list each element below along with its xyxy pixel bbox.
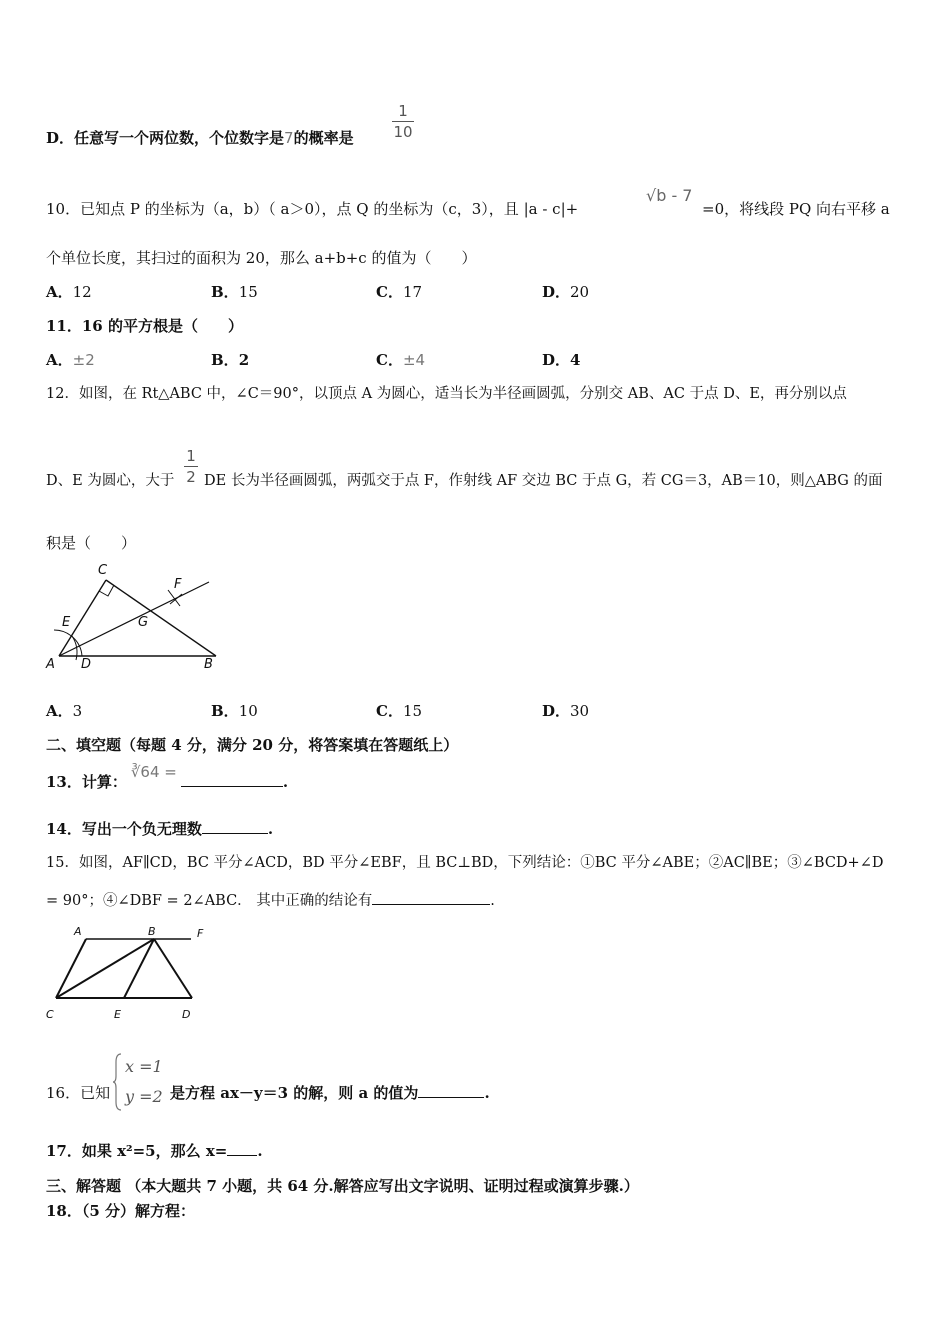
- q17: 17．如果 x²=5，那么 x= .: [46, 1142, 263, 1160]
- fig12-label-b: B: [204, 657, 213, 672]
- q15-line1: 15．如图，AF∥CD，BC 平分∠ACD，BD 平分∠EBF，且 BC⊥BD，下列结论：①BC 平分∠ABE；②AC∥BE；③∠BCD+∠D: [46, 855, 884, 871]
- q18: 18．（5 分）解方程：: [46, 1202, 196, 1220]
- q12-line1: 12．如图，在 Rt△ABC 中，∠C＝90°，以顶点 A 为圆心，适当长为半径画圆弧，分别交 AB、AC 于点 D、E，再分别以点: [46, 386, 847, 402]
- q16-brace: [113, 1052, 121, 1110]
- q12-option-b: B．10: [211, 702, 258, 720]
- section3-heading: 三、解答题 （本大题共 7 小题，共 64 分.解答应写出文字说明、证明过程或演算步骤.）: [46, 1177, 639, 1195]
- fig12-label-c: C: [98, 563, 108, 578]
- q12-option-a: A．3: [46, 702, 83, 720]
- q9d-frac-num: 1: [398, 102, 408, 120]
- fig15-label-a: A: [74, 925, 82, 938]
- q9d-tail: 的概率是: [293, 129, 354, 147]
- q14-answer-blank[interactable]: [202, 819, 268, 834]
- q16-text: 是方程 ax－y＝3 的解，则 a 的值为 .: [170, 1084, 490, 1102]
- q12-figure: [44, 560, 224, 679]
- q15-line2: = 90°；④∠DBF = 2∠ABC． 其中正确的结论有 .: [46, 890, 495, 911]
- q14-text: 14．写出一个负无理数: [46, 820, 202, 838]
- fig12-label-e: E: [62, 615, 71, 630]
- q9d-fraction: [392, 101, 414, 142]
- q9d-digit: 7: [284, 129, 294, 147]
- q15-figure: [44, 922, 214, 1028]
- q13-label: 13．计算：: [46, 773, 127, 791]
- q13-answer-blank[interactable]: [181, 772, 283, 787]
- q12-fraction: [184, 446, 198, 487]
- q10-option-d: D．20: [542, 283, 590, 301]
- fig15-label-f: F: [197, 927, 204, 940]
- q10-option-c: C．17: [376, 283, 423, 301]
- fig12-label-a: A: [46, 657, 55, 672]
- q9-option-d: [46, 128, 354, 148]
- fig15-label-d: D: [182, 1008, 191, 1021]
- q9d-label: D．任意写一个两位数，个位数字是: [46, 129, 285, 147]
- q10-sqrt: √b - 7: [646, 186, 693, 205]
- q13-expr: ∛64 =: [130, 763, 177, 781]
- q12-option-c: C．15: [376, 702, 423, 720]
- section2-heading: 二、填空题（每题 4 分，满分 20 分，将答案填在答题纸上）: [46, 736, 459, 754]
- q16-eq1: x =1: [125, 1057, 163, 1076]
- fig15-label-c: C: [46, 1008, 54, 1021]
- q12-line3: 积是（ ）: [46, 534, 137, 552]
- q9d-frac-den: 10: [393, 123, 413, 141]
- q13: 13．计算：∛64 =.: [46, 763, 289, 791]
- fig12-label-g: G: [138, 615, 149, 630]
- q10-line1b: =0，将线段 PQ 向右平移 a: [702, 200, 890, 218]
- q16-eq2: y =2: [125, 1087, 163, 1106]
- q10-option-a: A．12: [46, 283, 92, 301]
- q12-line2a: D、E 为圆心，大于: [46, 473, 175, 489]
- fig12-label-f: F: [174, 577, 182, 592]
- q12-line2b: DE 长为半径画圆弧，两弧交于点 F，作射线 AF 交边 BC 于点 G，若 CG＝3，AB＝10，则△ABG 的面: [204, 473, 883, 489]
- q10-line2: 个单位长度，其扫过的面积为 20，那么 a+b+c 的值为（ ）: [46, 249, 477, 267]
- q16-pre: 16．已知: [46, 1084, 111, 1102]
- q11-option-d: D．4: [542, 351, 581, 369]
- fig15-label-b: B: [148, 925, 156, 938]
- q10-line1: [46, 199, 578, 219]
- q10-line1a: 10．已知点 P 的坐标为（a，b）（ a＞0），点 Q 的坐标为（c，3），且 |a - c|+: [46, 200, 579, 218]
- q16-system: [125, 1056, 163, 1108]
- q12-frac-den: 2: [184, 466, 198, 487]
- q15-answer-blank[interactable]: [372, 890, 490, 905]
- q12-option-d: D．30: [542, 702, 590, 720]
- q12-frac-num: 1: [186, 447, 196, 465]
- fig15-label-e: E: [114, 1008, 121, 1021]
- fig12-label-d: D: [81, 657, 92, 672]
- q11-option-a: A．±2: [46, 351, 95, 369]
- q11-stem: 11．16 的平方根是（ ）: [46, 317, 243, 335]
- q17-answer-blank[interactable]: [227, 1141, 257, 1156]
- q11-option-b: B．2: [211, 351, 250, 369]
- q14: 14．写出一个负无理数 .: [46, 820, 274, 838]
- q10-option-b: B．15: [211, 283, 258, 301]
- q16-answer-blank[interactable]: [418, 1083, 484, 1098]
- q11-option-c: C．±4: [376, 351, 426, 369]
